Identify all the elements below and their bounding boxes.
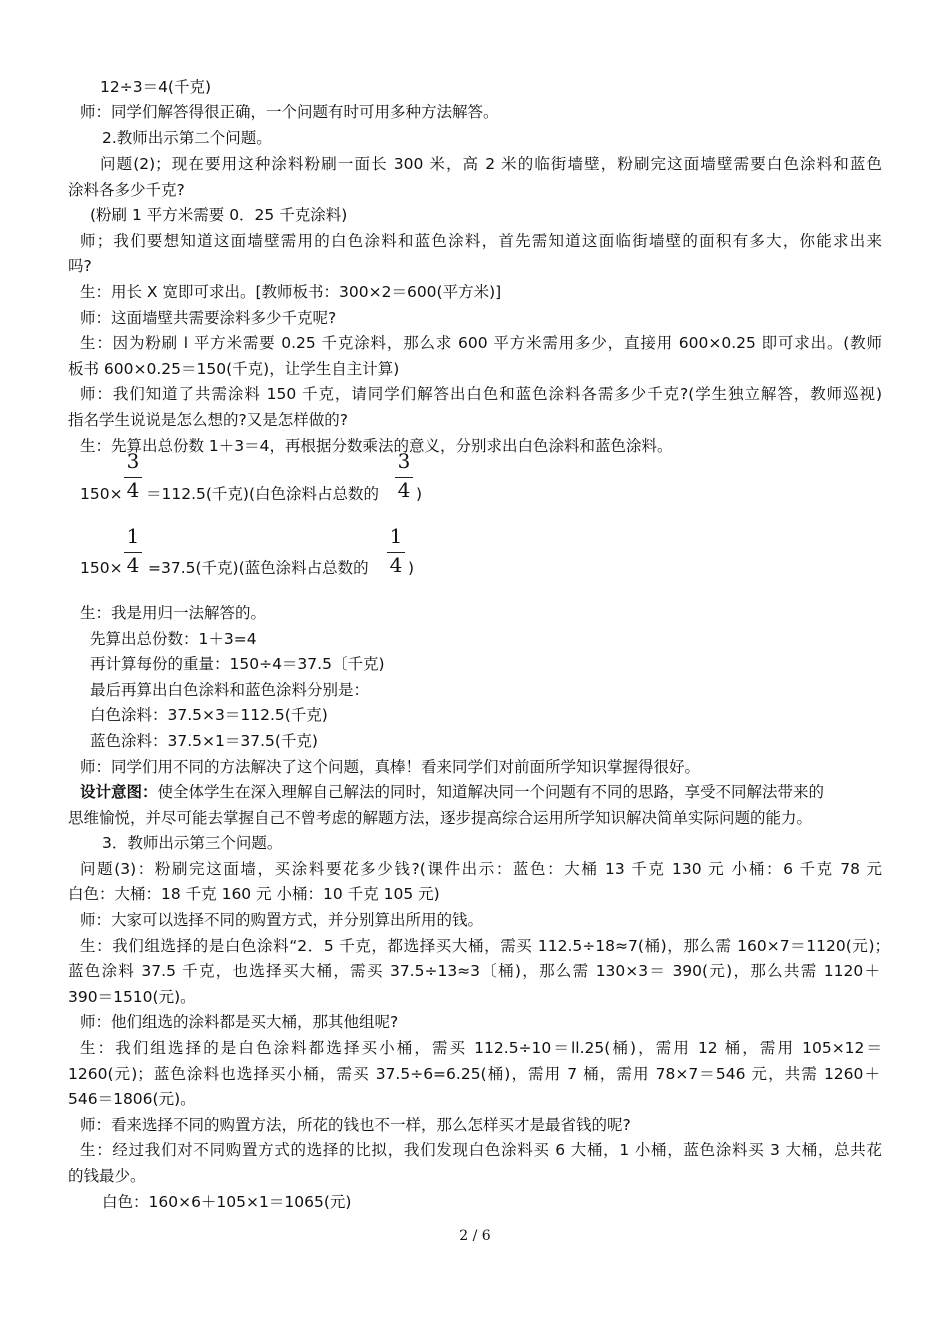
text-line: 390＝1510(元)。 (68, 988, 196, 1006)
page-number: 2 / 6 (459, 1228, 491, 1244)
text-line: 生：因为粉刷 l 平方米需要 0.25 千克涂料，那么求 600 平方米需用多少，直接用 600×0.25 即可求出。(教师 (80, 334, 882, 352)
text-line: 师：他们组选的涂料都是买大桶，那其他组呢? (80, 1013, 399, 1031)
text-line: 师：同学们用不同的方法解决了这个问题，真棒！看来同学们对前面所学知识掌握得很好。 (80, 758, 701, 776)
text-line: 指名学生说说是怎么想的?又是怎样做的? (68, 411, 348, 429)
text-line: 板书 600×0.25＝150(千克)，让学生自主计算) (68, 360, 400, 378)
design-intent-line (80, 782, 882, 802)
formula-text: =37.5(千克)(蓝色涂料占总数的 (148, 559, 369, 577)
text-line: 涂料各多少千克? (68, 181, 185, 199)
text-line: 生：用长 X 宽即可求出。[教师板书：300×2＝600(平方米)] (80, 283, 502, 301)
text-line: 生：我们组选择的是白色涂料都选择买小桶，需买 112.5÷10＝ll.25(桶)，需用 12 桶，需用 105×12＝ (80, 1039, 882, 1057)
design-intent-text: 使全体学生在深入理解自己解法的同时，知道解决同一个问题有不同的思路，享受不同解法带来的 (157, 783, 825, 801)
text-line: 1260(元)；蓝色涂料也选择买小桶，需买 37.5÷6=6.25(桶)，需用 7 桶，需用 78×7＝546 元，共需 1260＋ (68, 1065, 880, 1083)
fraction-numerator: 3 (397, 449, 411, 473)
text-line: 最后再算出白色涂料和蓝色涂料分别是： (90, 681, 370, 699)
text-line: 思维愉悦，并尽可能去掌握自己不曾考虑的解题方法，逐步提高综合运用所学知识解决简单实际问题的能力。 (68, 809, 813, 827)
text-line: 生：我们组选择的是白色涂料“2．5 千克，都选择买大桶，需买 112.5÷18≈7(桶)，那么需 160×7＝1120(元)； (80, 937, 890, 955)
text-line: 先算出总份数：1＋3=4 (90, 630, 257, 648)
fraction-denominator: 4 (126, 553, 140, 577)
text-line: 3．教师出示第三个问题。 (102, 834, 283, 852)
text-line: 2.教师出示第二个问题。 (102, 129, 272, 147)
text-line: 再计算每份的重量：150÷4＝37.5〔千克) (90, 655, 385, 673)
fraction-denominator: 4 (126, 478, 140, 502)
text-line: 师：大家可以选择不同的购置方式，并分别算出所用的钱。 (80, 911, 484, 929)
fraction-numerator: 1 (126, 524, 140, 548)
fraction-denominator: 4 (389, 553, 403, 577)
formula-text: ＝112.5(千克)(白色涂料占总数的 (146, 485, 380, 503)
design-intent-label: 设计意图： (80, 783, 158, 801)
text-line: 师：我们知道了共需涂料 150 千克，请同学们解答出白色和蓝色涂料各需多少千克?(学生独立解答，教师巡视) (80, 385, 882, 403)
text-line: 生：我是用归一法解答的。 (80, 604, 267, 622)
text-line: 问题(3)：粉刷完这面墙，买涂料要花多少钱?(课件出示：蓝色：大桶 13 千克 130 元 小桶：6 千克 78 元 (80, 860, 882, 878)
text-line: 白色：160×6＋105×1＝1065(元) (102, 1193, 352, 1211)
text-line: 白色涂料：37.5×3＝112.5(千克) (90, 706, 328, 724)
text-line: 生：经过我们对不同购置方式的选择的比拟，我们发现白色涂料买 6 大桶，1 小桶，蓝色涂料买 3 大桶，总共花 (80, 1141, 882, 1159)
text-line: 的钱最少。 (68, 1167, 146, 1185)
text-line: 生：先算出总份数 1＋3＝4，再根据分数乘法的意义，分别求出白色涂料和蓝色涂料。 (80, 437, 673, 455)
fraction-numerator: 3 (126, 449, 140, 473)
fraction-numerator: 1 (389, 524, 403, 548)
fraction-denominator: 4 (397, 478, 411, 502)
text-line: 白色：大桶：18 千克 160 元 小桶：10 千克 105 元) (68, 885, 440, 903)
formula-text: 150× (80, 559, 123, 577)
text-line: 吗? (68, 257, 92, 275)
formula-text: 150× (80, 485, 123, 503)
text-line: 蓝色涂料：37.5×1＝37.5(千克) (90, 732, 318, 750)
text-line: 12÷3＝4(千克) (100, 78, 212, 96)
text-line: 师：看来选择不同的购置方法，所花的钱也不一样，那么怎样买才是最省钱的呢? (80, 1116, 631, 1134)
text-line: 546＝1806(元)。 (68, 1090, 196, 1108)
text-line: 师：这面墙壁共需要涂料多少千克呢? (80, 309, 337, 327)
text-line: 师；我们要想知道这面墙壁需用的白色涂料和蓝色涂料，首先需知道这面临街墙壁的面积有多大，你能求出来 (80, 232, 882, 250)
text-line: 问题(2)；现在要用这种涂料粉刷一面长 300 米，高 2 米的临街墙壁，粉刷完这面墙壁需要白色涂料和蓝色 (100, 155, 882, 173)
text-line: 蓝色涂料 37.5 千克，也选择买大桶，需买 37.5÷13≈3〔桶)，那么需 130×3＝ 390(元)，那么共需 1120＋ (68, 962, 880, 980)
formula-text: ) (416, 485, 423, 503)
formula-text: ) (408, 559, 415, 577)
text-line: (粉刷 1 平方米需要 0．25 千克涂料) (90, 206, 348, 224)
text-line: 师：同学们解答得很正确，一个问题有时可用多种方法解答。 (80, 103, 499, 121)
